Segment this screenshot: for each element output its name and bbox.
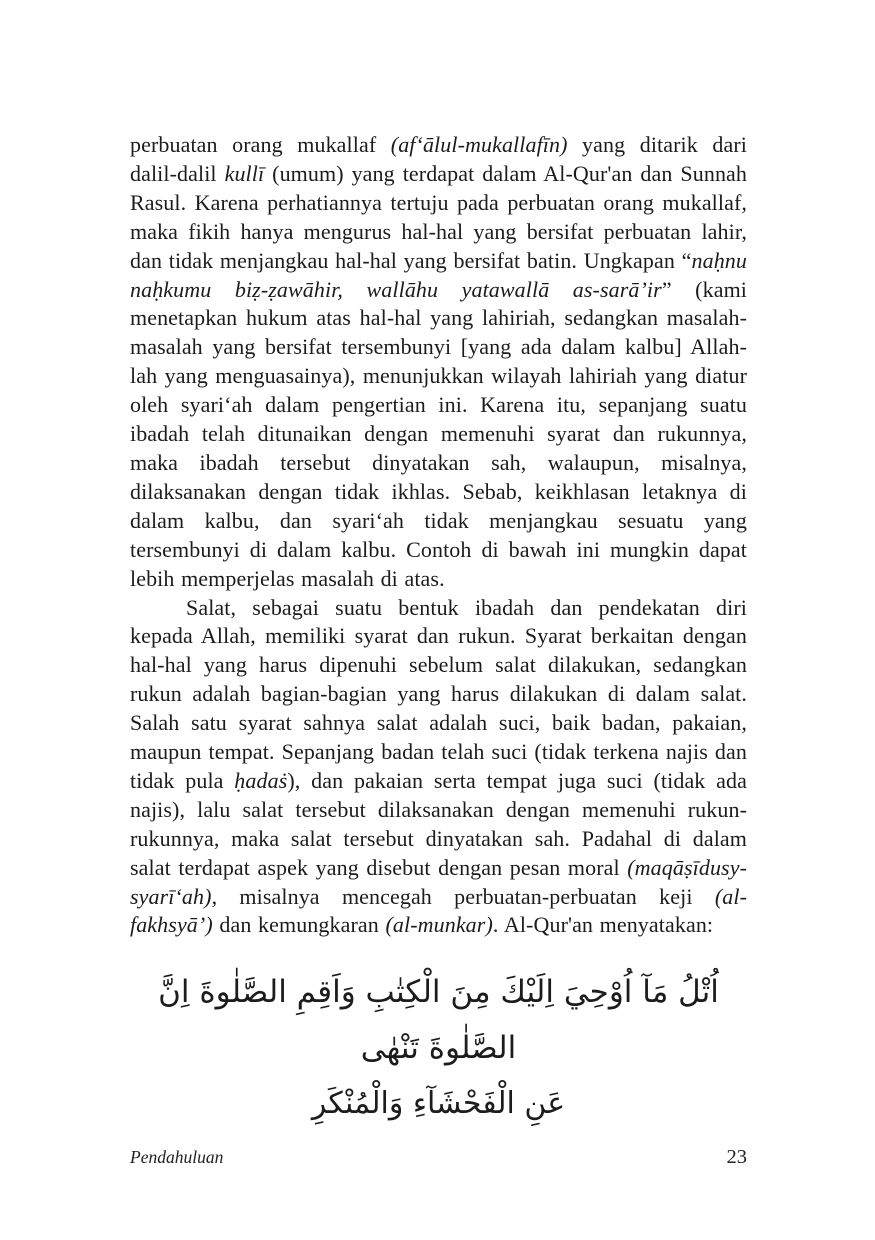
paragraph-salat: Salat, sebagai suatu bentuk ibadah dan pendekatan diri kepada Allah, memiliki syarat dan rukun. Syarat berkaitan dengan hal-hal yang harus dipenuhi sebelum salat dilakukan, sedangkan rukun adalah bagian-bagian yang harus dilakukan di dalam salat. Salah satu syarat sahnya salat adalah suci, baik badan, pakaian, maupun tempat. Sepanjang badan telah suci (tidak terkena najis dan tidak pula ḥadaṡ), dan pakaian serta tempat juga suci (tidak ada najis), lalu salat tersebut dilaksanakan dengan memenuhi rukun-rukunnya, maka salat tersebut dinyatakan sah. Padahal di dalam salat terdapat aspek yang disebut dengan pesan moral (maqāṣīdusy-syarī‘ah), misalnya mencegah perbuatan-perbuatan keji (al-fakhsyā’) dan kemungkaran (al-munkar). Al-Qur'an menyatakan:: [130, 594, 747, 938]
quran-verse-block: [130, 964, 747, 1132]
body-text: [130, 131, 747, 1132]
arabic-verse-line-2: عَنِ الْفَحْشَآءِ وَالْمُنْكَرِ: [311, 1086, 566, 1122]
running-title: Pendahuluan: [130, 1147, 224, 1167]
page-footer: [130, 1146, 747, 1169]
paragraph-continuation: perbuatan orang mukallaf (af‘ālul-mukallafīn) yang ditarik dari dalil-dalil kullī (umum) yang terdapat dalam Al-Qur'an dan Sunnah Rasul. Karena perhatiannya tertuju pada perbuatan orang mukallaf, maka fikih hanya mengurus hal-hal yang bersifat perbuatan lahir, dan tidak menjangkau hal-hal yang bersifat batin. Ungkapan “naḥnu naḥkumu biẓ-ẓawāhir, wallāhu yatawallā as-sarā’ir” (kami menetapkan hukum atas hal-hal yang lahiriah, sedangkan masalah-masalah yang bersifat tersembunyi [yang ada dalam kalbu] Allah-lah yang menguasainya), menunjukkan wilayah lahiriah yang diatur oleh syari‘ah dalam pengertian ini. Karena itu, sepanjang suatu ibadah telah ditunaikan dengan memenuhi syarat dan rukunnya, maka ibadah tersebut dinyatakan sah, walaupun, misalnya, dilaksanakan dengan tidak ikhlas. Sebab, keikhlasan letaknya di dalam kalbu, dan syari‘ah tidak menjangkau sesuatu yang tersembunyi di dalam kalbu. Contoh di bawah ini mungkin dapat lebih memperjelas masalah di atas.: [130, 132, 748, 591]
page-number: 23: [726, 1146, 747, 1168]
arabic-verse-line-1: اُتْلُ مَآ اُوْحِيَ اِلَيْكَ مِنَ الْكِتٰبِ وَاَقِمِ الصَّلٰوةَ اِنَّ الصَّلٰوةَ تَنْهٰى: [158, 974, 719, 1067]
